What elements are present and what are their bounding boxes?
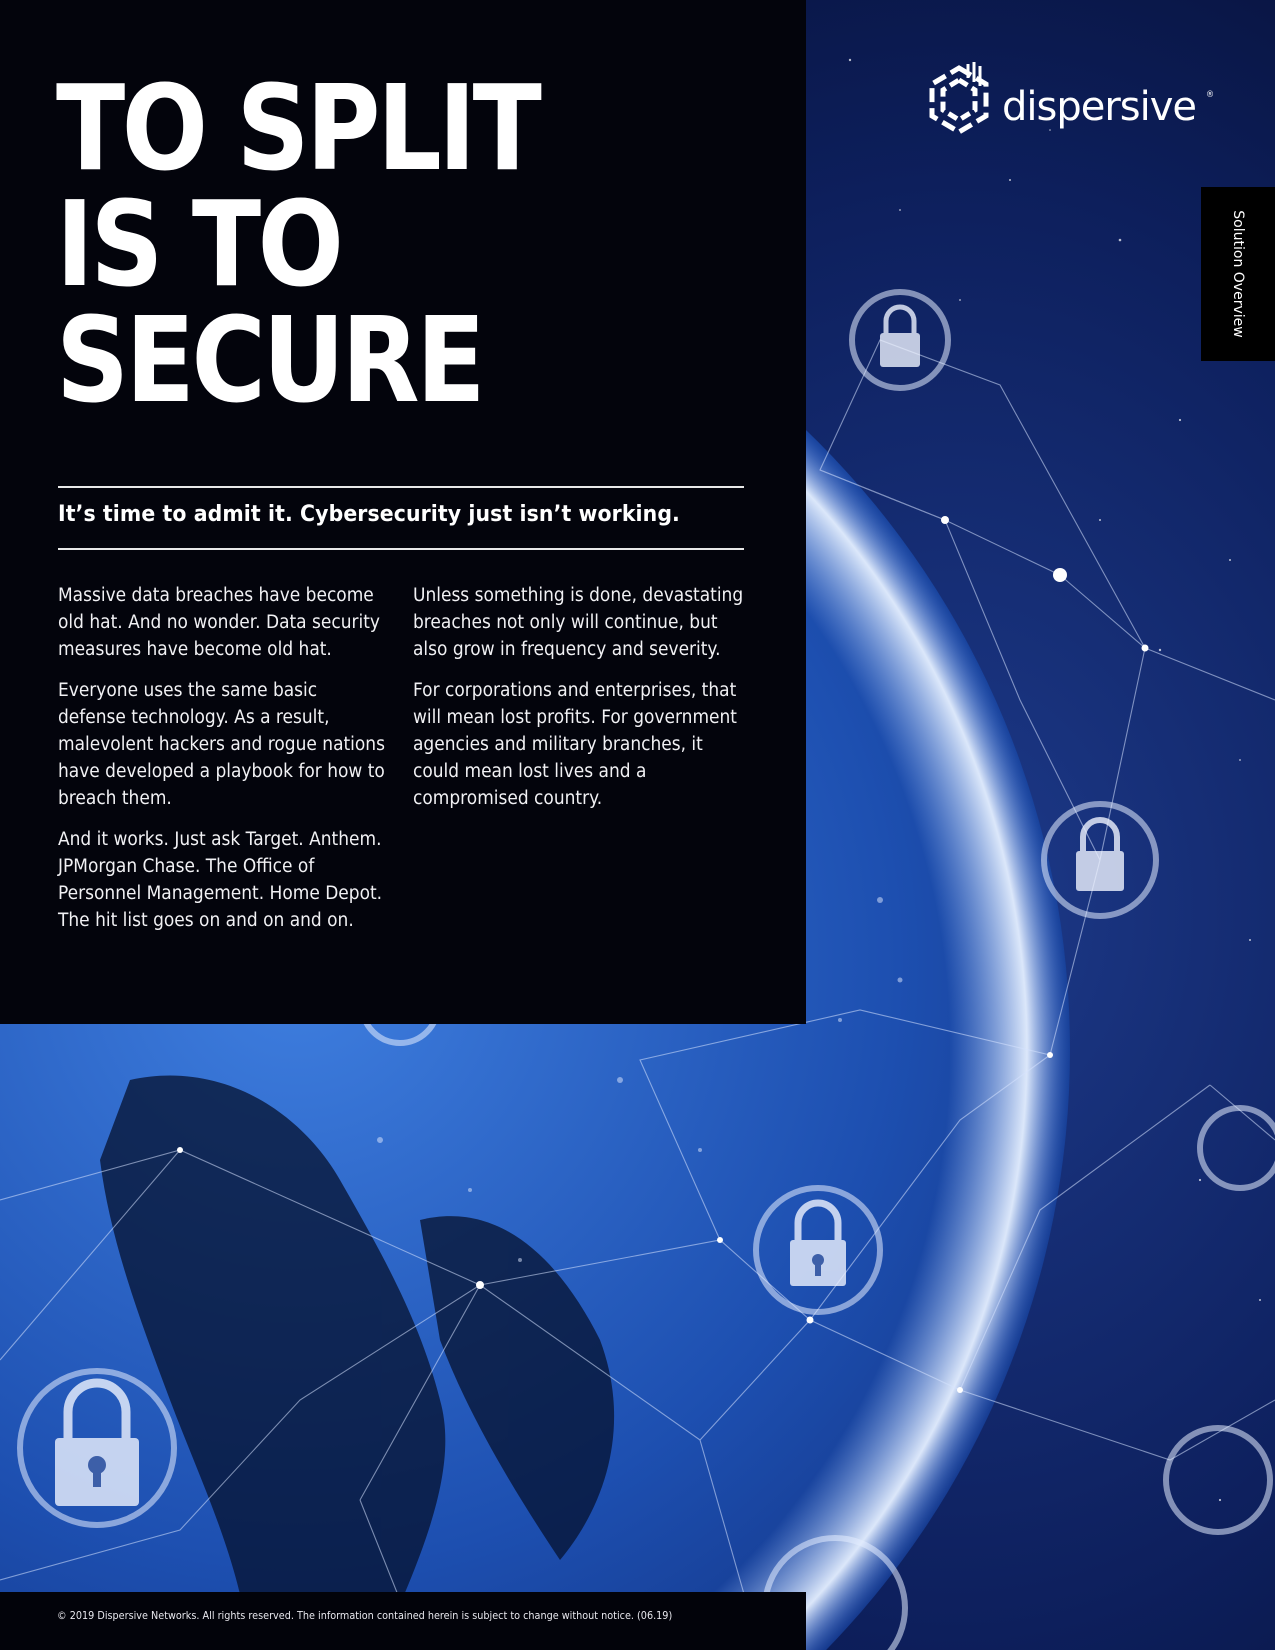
paragraph: Massive data breaches have become old hat. And no wonder. Data security measures have become old hat. <box>58 585 380 660</box>
subhead: It’s time to admit it. Cybersecurity just isn’t working. <box>58 502 680 527</box>
headline-line-3: SECURE <box>56 291 483 429</box>
copyright-notice: © 2019 Dispersive Networks. All rights reserved. The information contained herein is subject to change without notice. (06.19) <box>57 1610 673 1622</box>
logo-wordmark: dispersive <box>1002 84 1197 130</box>
paragraph: Unless something is done, devastating breaches not only will continue, but also grow in frequency and severity. <box>413 585 744 660</box>
dispersive-logo <box>924 60 1214 150</box>
text-panel <box>0 0 806 1024</box>
paragraph: And it works. Just ask Target. Anthem. JPMorgan Chase. The Office of Personnel Management. Home Depot. The hit list goes on and on and on. <box>58 829 383 931</box>
divider-bottom <box>58 548 744 550</box>
paragraph: For corporations and enterprises, that will mean lost profits. For government agencies and military branches, it could mean lost lives and a compromised country. <box>413 680 737 809</box>
dispersive-hexagon-logo-icon <box>924 60 994 140</box>
headline-line-1: TO SPLIT <box>56 59 539 197</box>
paragraph: Everyone uses the same basic defense technology. As a result, malevolent hackers and rogue nations have developed a playbook for how to breach them. <box>58 680 385 809</box>
left-column <box>58 582 388 948</box>
logo-registered-mark: ® <box>1206 90 1215 100</box>
section-tab-label: Solution Overview <box>1230 210 1246 338</box>
footer <box>0 1592 806 1650</box>
right-column <box>413 582 743 826</box>
divider-top <box>58 486 744 488</box>
section-tab <box>1201 187 1275 361</box>
headline-line-2: IS TO <box>56 175 341 313</box>
headline <box>56 59 539 429</box>
